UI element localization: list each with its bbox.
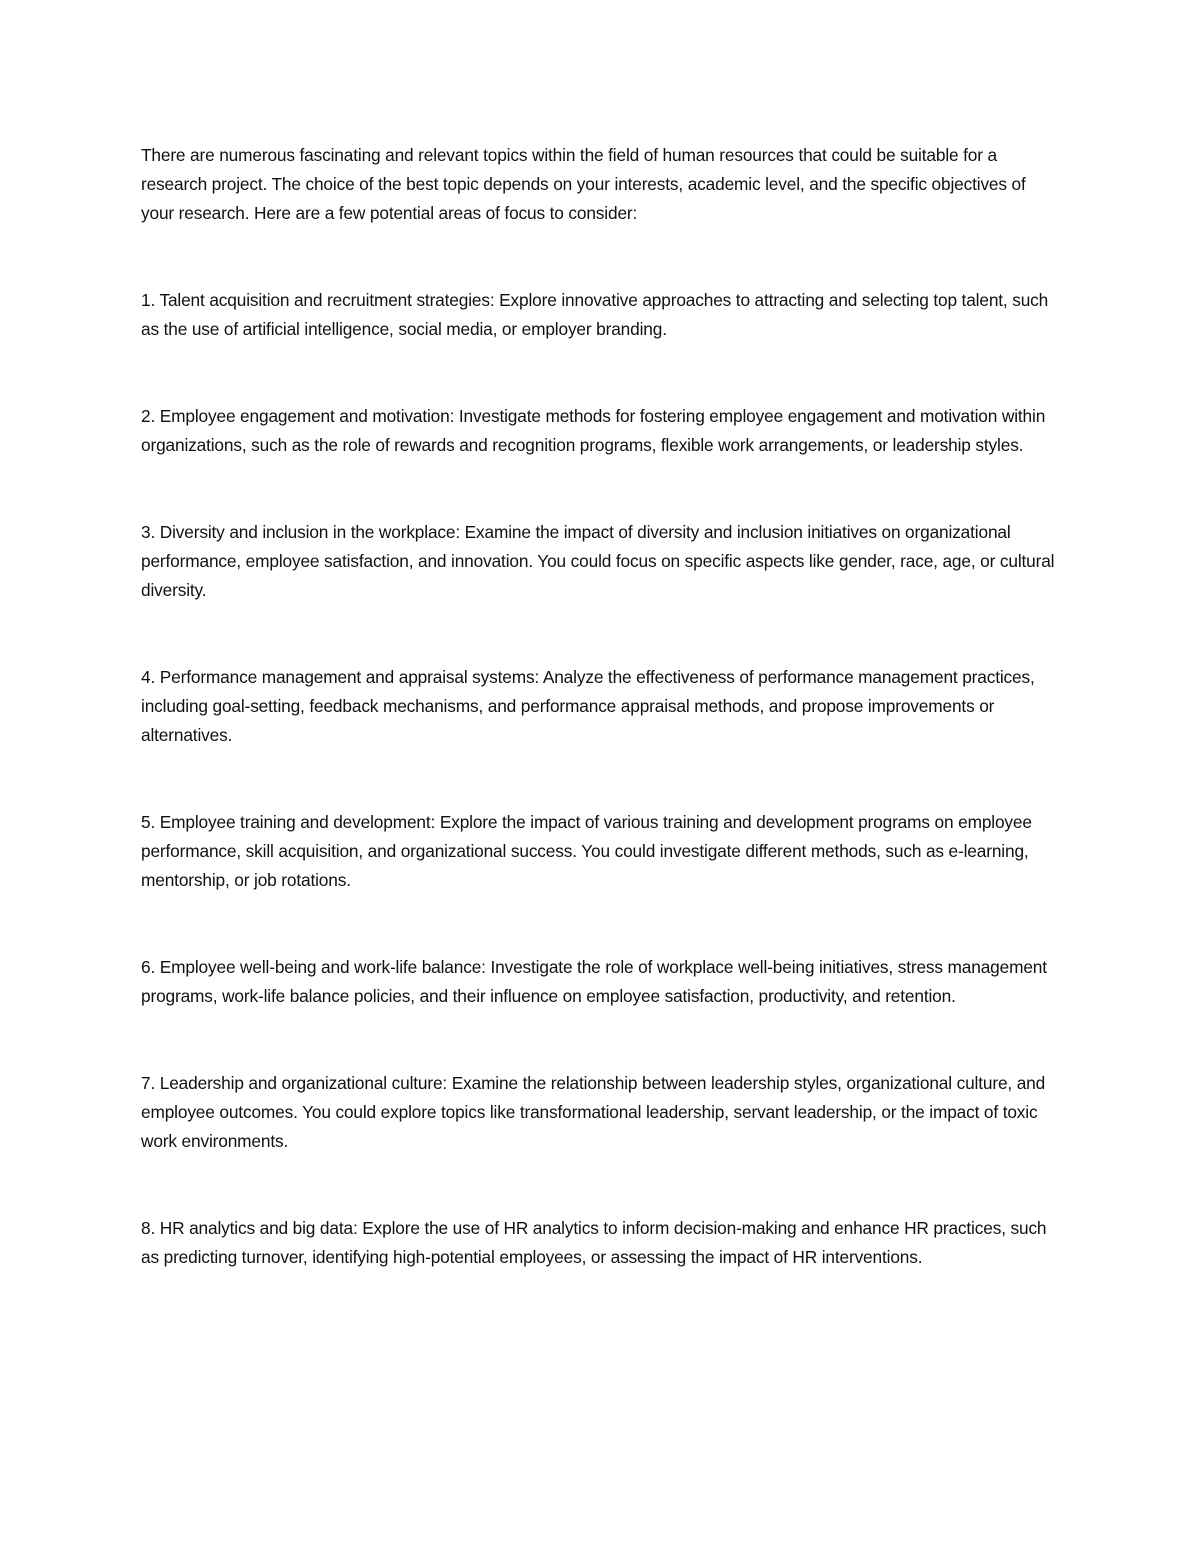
topic-item-4: 4. Performance management and appraisal systems: Analyze the effectiveness of performance management practices, including goal-setting, feedback mechanisms, and performance appraisal methods, and propose improvements or alternatives. bbox=[141, 667, 1035, 745]
topic-item-6: 6. Employee well-being and work-life balance: Investigate the role of workplace well-being initiatives, stress management programs, work-life balance policies, and their influence on employee satisfaction, productivity, and retention. bbox=[141, 957, 1047, 1006]
document-body bbox=[141, 141, 1061, 1272]
topic-item-7: 7. Leadership and organizational culture: Examine the relationship between leadership styles, organizational culture, and employee outcomes. You could explore topics like transformational leadership, servant leadership, or the impact of toxic work environments. bbox=[141, 1073, 1046, 1151]
topic-item-8: 8. HR analytics and big data: Explore the use of HR analytics to inform decision-making and enhance HR practices, such as predicting turnover, identifying high-potential employees, or assessing the impact of HR interventions. bbox=[141, 1218, 1047, 1267]
topic-item-3: 3. Diversity and inclusion in the workplace: Examine the impact of diversity and inclusion initiatives on organizational performance, employee satisfaction, and innovation. You could focus on specific aspects like gender, race, age, or cultural diversity. bbox=[141, 522, 1055, 600]
topic-item-1: 1. Talent acquisition and recruitment strategies: Explore innovative approaches to attracting and selecting top talent, such as the use of artificial intelligence, social media, or employer branding. bbox=[141, 290, 1049, 339]
intro-paragraph: There are numerous fascinating and relevant topics within the field of human resources that could be suitable for a research project. The choice of the best topic depends on your interests, academic level, and the specific objectives of your research. Here are a few potential areas of focus to consider: bbox=[141, 145, 1026, 223]
topic-item-2: 2. Employee engagement and motivation: Investigate methods for fostering employee engagement and motivation within organizations, such as the role of rewards and recognition programs, flexible work arrangements, or leadership styles. bbox=[141, 406, 1046, 455]
topic-item-5: 5. Employee training and development: Explore the impact of various training and development programs on employee performance, skill acquisition, and organizational success. You could investigate different methods, such as e-learning, mentorship, or job rotations. bbox=[141, 812, 1032, 890]
